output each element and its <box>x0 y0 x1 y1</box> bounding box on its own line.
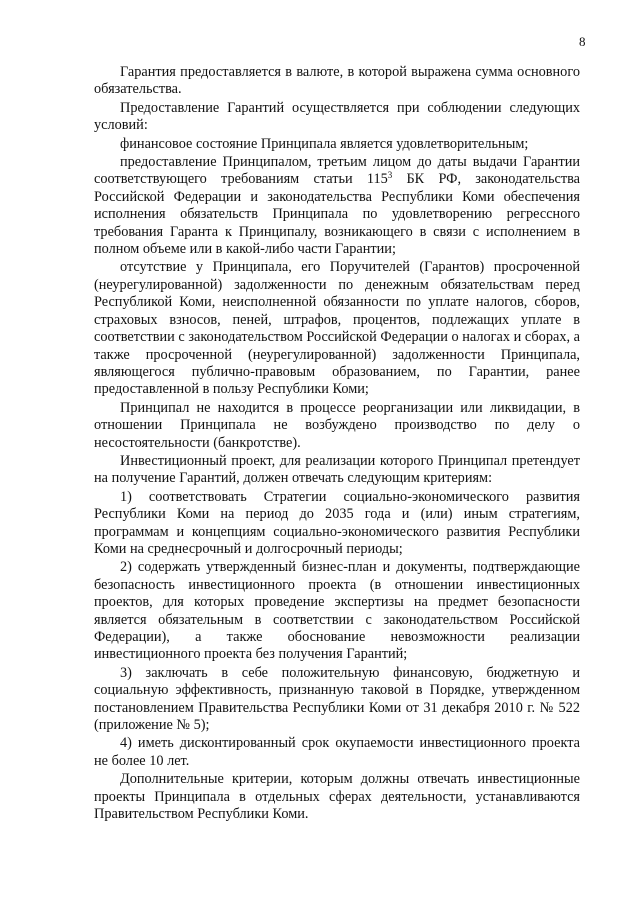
paragraph: 2) содержать утвержденный бизнес-план и документы, подтверждающие безопасность инвестиционного проекта (в отношении инвестиционных проектов, для которых проведение экспертизы на предмет безопасности является обязательным в соответствии с законодательством Российской Федерации), а также обоснование невозможности реализации инвестиционного проекта без получения Гарантий; <box>94 559 580 663</box>
paragraph: 4) иметь дисконтированный срок окупаемости инвестиционного проекта не более 10 лет. <box>94 735 580 769</box>
superscript: 3 <box>387 170 393 181</box>
paragraph: Инвестиционный проект, для реализации которого Принципал претендует на получение Гарантий, должен отвечать следующим критериям: <box>94 452 580 487</box>
paragraph: Принципал не находится в процессе реорганизации или ликвидации, в отношении Принципала не возбуждено производство по делу о несостоятельности (банкротстве). <box>94 399 580 451</box>
page-number: 8 <box>579 34 586 49</box>
paragraph: 3) заключать в себе положительную финансовую, бюджетную и социальную эффективность, признанную таковой в Порядке, утвержденном постановлением Правительства Республики Коми от 31 декабря 2010 г. № 522 (приложение № 5); <box>94 664 580 734</box>
paragraph: отсутствие у Принципала, его Поручителей (Гарантов) просроченной (неурегулированной) задолженности по денежным обязательствам перед Республикой Коми, неисполненной обязанности по уплате налогов, сборов, страховых взносов, пеней, штрафов, процентов, подлежащих уплате в соответствии с законодательством Российской Федерации о налогах и сборах, а также просроченной (неурегулированной) задолженности Принципала, являющегося публично-правовым образованием, по Гарантии, ранее предоставленной в пользу Республики Коми; <box>94 259 580 398</box>
paragraph: Дополнительные критерии, которым должны отвечать инвестиционные проекты Принципала в отдельных сферах деятельности, устанавливаются Правительством Республики Коми. <box>94 771 580 823</box>
paragraph: Гарантия предоставляется в валюте, в которой выражена сумма основного обязательства. <box>94 64 580 98</box>
paragraph <box>94 154 580 258</box>
paragraph-text: БК РФ, законодательства Российской Федерации и законодательства Республики Коми обеспечения исполнения обязательств Принципала по удовлетворению регрессного требования Гаранта к Принципалу, возникающего в связи с исполнением в полном объеме или в какой-либо части Гарантии; <box>94 171 580 258</box>
document-body <box>94 64 580 823</box>
paragraph: 1) соответствовать Стратегии социально-экономического развития Республики Коми на период до 2035 года и (или) иным стратегиям, программам и концепциям социально-экономического развития Республики Коми на среднесрочный и долгосрочный периоды; <box>94 488 580 557</box>
paragraph: финансовое состояние Принципала является удовлетворительным; <box>120 135 529 152</box>
paragraph: Предоставление Гарантий осуществляется при соблюдении следующих условий: <box>94 99 580 134</box>
paragraph-text: предоставление Принципалом, третьим лицом до даты выдачи Гарантии соответствующего требованиям статьи 115 <box>94 154 580 188</box>
